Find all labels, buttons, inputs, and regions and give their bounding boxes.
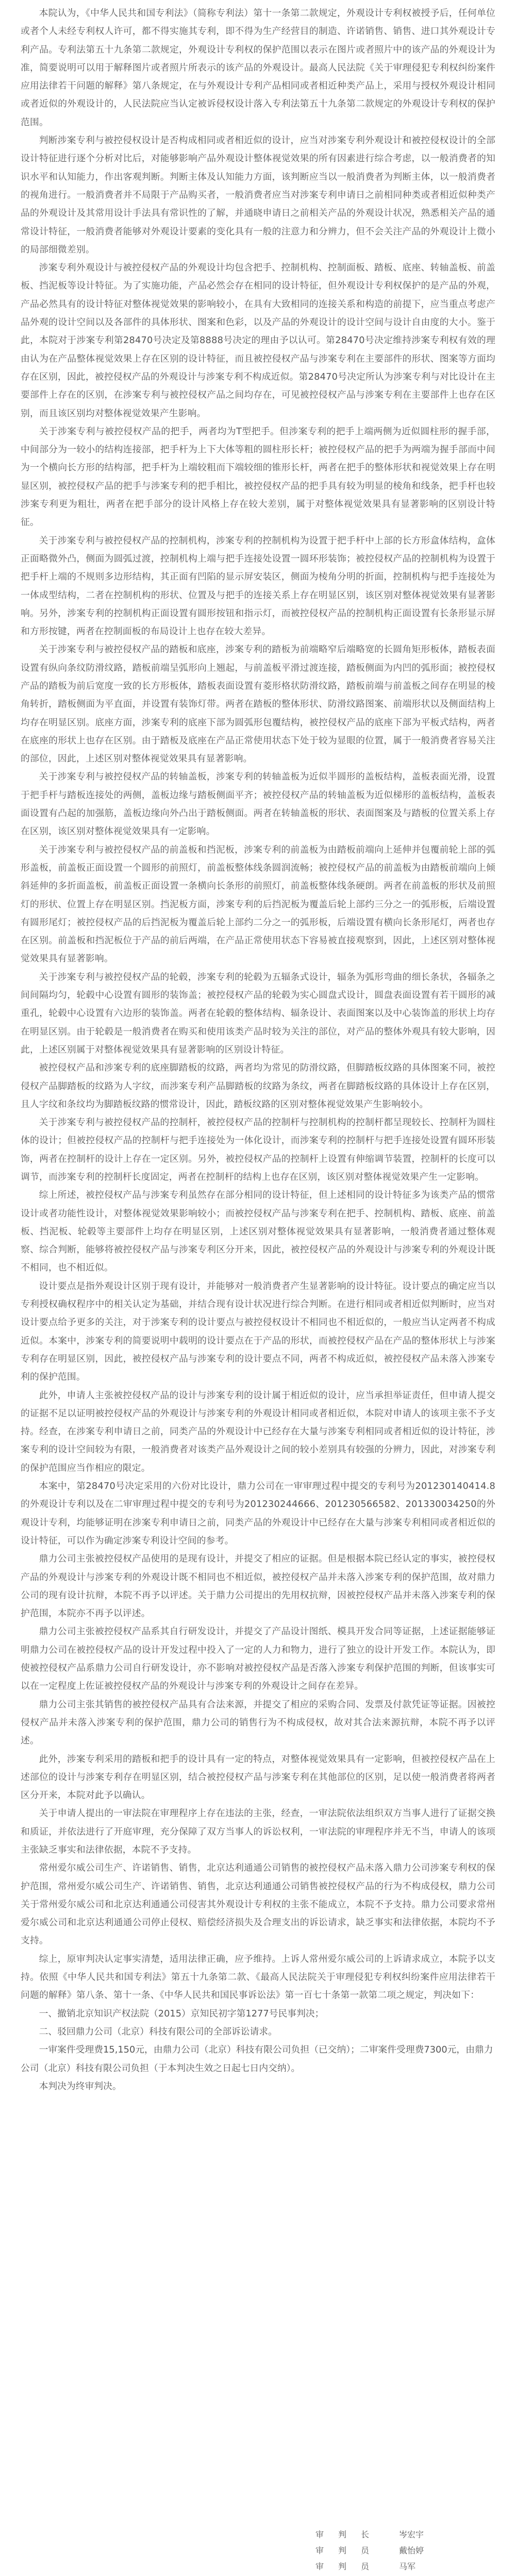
signature-block xyxy=(0,2528,516,2576)
paragraph: 关于涉案专利与被控侵权产品的前盖板和挡泥板，涉案专利的前盖板为由踏板前端向上延伸并包覆前轮上部的弧形盖板，前盖板正面设置一个圆形的前照灯，前盖板整体线条圆润流畅；被控侵权产品的前盖板为由踏板前端向上倾斜延伸的多折面盖板，前盖板正面设置一条横向长条形的前照灯，前盖板整体线条硬朗。两者在前盖板的形状及前照灯的形状、位置上存在明显区别。挡泥板方面，涉案专利的后挡泥板为覆盖后轮上部约三分之一的弧形板，后端设置有圆形尾灯；被控侵权产品的后挡泥板为覆盖后轮上部约二分之一的弧形板，后端设置有横向长条形尾灯，两者也存在区别。前盖板和挡泥板位于产品的前后两端，在产品正常使用状态下容易被直接观察到，因此，上述区别对整体视觉效果具有显著影响。 xyxy=(21,844,495,964)
signature-name: 戴怡婷 xyxy=(399,2546,424,2555)
signature-row-judge-1 xyxy=(315,2544,486,2558)
paragraph: 关于涉案专利与被控侵权产品的转轴盖板，涉案专利的转轴盖板为近似半圆形的盖板结构，盖板表面光滑，设置于把手杆与踏板连接处的两侧，盖板边缘与踏板侧面平齐；被控侵权产品的转轴盖板为近似梯形的盖板结构，盖板表面设置有凸起的加强筋，盖板边缘向外凸出于踏板侧面。两者在转轴盖板的形状、表面图案及与踏板的位置关系上存在区别，该区别对整体视觉效果具有一定影响。 xyxy=(21,771,495,837)
paragraph: 关于涉案专利与被控侵权产品的控制机构，涉案专利的控制机构为设置于把手杆中上部的长方形盒体结构，盒体正面略微外凸，侧面为圆弧过渡，控制机构上端与把手连接处设置一圆环形装饰；被控侵权产品的控制机构为设置于把手杆上端的不规则多边形结构，其正面有凹陷的显示屏安装区，侧面为棱角分明的折面，控制机构与把手连接处为一体成型结构，二者在控制机构的形状、位置及与把手的连接关系上存在明显区别，该区别对整体视觉效果有显著影响。另外，涉案专利的控制机构正面设置有圆形按钮和指示灯，而被控侵权产品的控制机构正面设置有长条形显示屏和方形按键，两者在控制面板的布局设计上也存在较大差异。 xyxy=(21,535,495,637)
signature-name: 岑宏宇 xyxy=(399,2530,424,2539)
judgment-item: 一审案件受理费15,150元，由鼎力公司（北京）科技有限公司负担（已交纳）；二审案件受理费7300元，由鼎力公司（北京）科技有限公司负担（于本判决生效之日起七日内交纳）。 xyxy=(21,2044,493,2074)
judgment-item: 一、撤销北京知识产权法院（2015）京知民初字第1277号民事判决； xyxy=(39,2008,324,2019)
paragraph: 此外，涉案专利采用的踏板和把手的设计具有一定的特点，对整体视觉效果具有一定影响，但被控侵权产品在上述部位的设计与涉案专利存在明显区别，结合被控侵权产品与涉案专利在其他部位的区别，足以使一般消费者将两者区分开来，本院对此予以确认。 xyxy=(21,1753,495,1801)
paragraph: 关于涉案专利与被控侵权产品的把手，两者均为T型把手。但涉案专利的把手上端两侧为近似圆柱形的握手部，中间部分为一较小的结构连接部，把手杆为上下大体等粗的圆柱形长杆；被控侵权产品的把手为两端为握手部而中间为一个横向长方形的结构部，把手杆为上端较粗而下端较细的锥形长杆，两者在把手的整体形状和视觉效果上存在明显区别，被控侵权产品的把手与涉案专利的把手相比，被控侵权产品的把手具有较为明显的棱角和线条，把手杆也较涉案专利更为粗壮，两者在把手部分的设计风格上存在较大差别，属于对整体视觉效果具有显著影响的区别设计特征。 xyxy=(21,426,495,528)
paragraph: 本院认为，《中华人民共和国专利法》（简称专利法）第十一条第二款规定，外观设计专利权被授予后，任何单位或者个人未经专利权人许可，都不得实施其专利，即不得为生产经营目的制造、许诺销售、销售、进口其外观设计专利产品。专利法第五十九条第二款规定，外观设计专利权的保护范围以表示在图片或者照片中的该产品的外观设计为准，简要说明可以用于解释图片或者照片所表示的该产品的外观设计。最高人民法院《关于审理侵犯专利权纠纷案件应用法律若干问题的解释》第八条规定，在与外观设计专利产品相同或者相近种类产品上，采用与授权外观设计相同或者近似的外观设计的，人民法院应当认定被诉侵权设计落入专利法第五十九条第二款规定的外观设计专利权的保护范围。 xyxy=(21,8,495,128)
judgment-item: 二、驳回鼎力公司（北京）科技有限公司的全部诉讼请求。 xyxy=(39,2026,277,2037)
paragraph: 此外，申请人主张被控侵权产品的设计与涉案专利的设计属于相近似的设计，应当承担举证责任，但申请人提交的证据不足以证明被控侵权产品的外观设计与涉案专利的外观设计相同或者相近似，本院对申请人的该项主张不予支持。经查，在涉案专利申请日之前，同类产品的外观设计中已经存在大量与涉案专利相同或者相近似的设计特征，涉案专利的设计空间较为有限，一般消费者对该类产品外观设计之间的较小差别具有较强的分辨力，因此，对涉案专利的保护范围应当作相应的限定。 xyxy=(21,1389,495,1473)
signature-name: 马军 xyxy=(399,2562,416,2571)
paragraph: 常州爱尔威公司生产、许诺销售、销售，北京达利通通公司销售的被控侵权产品未落入鼎力公司涉案专利权的保护范围，常州爱尔威公司生产、许诺销售、销售，北京达利通通公司销售被控侵权产品的行为不构成侵权，鼎力公司关于常州爱尔威公司和北京达利通通公司侵害其外观设计专利权的主张不能成立，本院不予支持。鼎力公司要求常州爱尔威公司和北京达利通通公司停止侵权、赔偿经济损失及合理支出的诉讼请求，缺乏事实和法律依据，本院均不予支持。 xyxy=(21,1862,495,1946)
signature-row-presiding-judge xyxy=(315,2528,486,2542)
document-body xyxy=(21,4,495,2005)
paragraph: 鼎力公司主张其销售的被控侵权产品具有合法来源，并提交了相应的采购合同、发票及付款凭证等证据。因被控侵权产品并未落入涉案专利的保护范围，鼎力公司的销售行为不构成侵权，故对其合法来源抗辩，本院不再予以评述。 xyxy=(21,1699,495,1747)
paragraph: 被控侵权产品和涉案专利的底座脚踏板的纹路，两者均为常见的防滑纹路，但脚踏板纹路的具体图案不同，被控侵权产品脚踏板的纹路为人字纹，而涉案专利产品脚踏板的纹路为条纹，两者在脚踏板纹路的具体设计上存在区别，且人字纹和条纹均为脚踏板纹路的惯常设计，因此，踏板纹路的区别对整体视觉效果产生影响较小。 xyxy=(21,1062,495,1110)
signature-role: 审判员 xyxy=(315,2546,384,2555)
judgment-item: 本判决为终审判决。 xyxy=(39,2080,122,2092)
paragraph: 判断涉案专利与被控侵权设计是否构成相同或者相近似的设计，应当对涉案专利外观设计和被控侵权设计的全部设计特征进行逐个分析对比后，对能够影响产品外观设计整体视觉效果的所有因素进行综合考虑，以一般消费者的知识水平和认知能力，作出客观判断。判断主体及认知能力方面，该判断应当以一般消费者为判断主体，以一般消费者的视角进行。一般消费者并不局限于产品购买者，一般消费者应当对涉案专利申请日之前相同种类或者相近似种类产品的外观设计及其常用设计手法具有常识性的了解，并通晓申请日之前相关产品的外观设计状况，熟悉相关产品的通常设计特征，一般消费者能够对外观设计要素的变化具有一般的注意力和分辨力，但不会关注产品的外观设计上微小的局部细微差别。 xyxy=(21,135,495,255)
judgment-list xyxy=(21,2005,495,2095)
paragraph: 关于申请人提出的一审法院在审理程序上存在违法的主张，经查，一审法院依法组织双方当事人进行了证据交换和质证，并依法进行了开庭审理，充分保障了双方当事人的诉讼权利，一审法院的审理程序并无不当，申请人的该项主张缺乏事实和法律依据，本院不予支持。 xyxy=(21,1808,495,1855)
paragraph: 关于涉案专利与被控侵权产品的轮毂，涉案专利的轮毂为五辐条式设计，辐条为弧形弯曲的细长条状，各辐条之间间隔均匀，轮毂中心设置有圆形的装饰盖；被控侵权产品的轮毂为实心圆盘式设计，圆盘表面设置有若干圆形的减重孔，轮毂中心设置有六边形的装饰盖。两者在轮毂的整体结构、辐条设计、表面图案以及中心装饰盖的形状上均存在明显区别。由于轮毂是一般消费者在购买和使用该类产品时较为关注的部位，对产品的整体外观具有较大影响，因此，上述区别属于对整体视觉效果具有显著影响的区别设计特征。 xyxy=(21,971,495,1055)
paragraph: 综上所述，被控侵权产品与涉案专利虽然存在部分相同的设计特征，但上述相同的设计特征多为该类产品的惯常设计或者功能性设计，对整体视觉效果影响较小；而被控侵权产品与涉案专利在把手、控制机构、踏板、底座、前盖板、挡泥板、轮毂等主要部件上均存在明显区别，上述区别对整体视觉效果具有显著影响，一般消费者通过整体观察、综合判断，能够将被控侵权产品与涉案专利区分开来，因此，被控侵权产品的外观设计与涉案专利的外观设计既不相同，也不相近似。 xyxy=(21,1190,495,1274)
paragraph: 本案中，第28470号决定采用的六份对比设计，鼎力公司在一审审理过程中提交的专利号为201230140414.8的外观设计专利以及在二审审理过程中提交的专利号为201230244666、201230566582、201330034250的外观设计专利，均能够证明在涉案专利申请日之前，同类产品的外观设计中已经存在大量与涉案专利相同或者相近似的设计特征，可以作为确定涉案专利设计空间的参考。 xyxy=(21,1481,495,1546)
signature-role: 审判长 xyxy=(315,2530,384,2539)
paragraph: 关于涉案专利与被控侵权产品的控制杆，被控侵权产品的控制杆与控制机构的控制杆都呈现较长、控制杆为圆柱体的设计；但被控侵权产品的控制杆与把手连接处为一体化设计，而涉案专利的控制杆与把手连接处设置有圆环形装饰，两者在控制杆的设计上存在一定区别。另外，被控侵权产品的控制杆上设置有伸缩调节装置，控制杆的长度可以调节，而涉案专利的控制杆长度固定，两者在控制杆的结构上也存在区别，该区别对整体视觉效果产生一定影响。 xyxy=(21,1117,495,1182)
paragraph: 鼎力公司主张被控侵权产品系其自行研发设计，并提交了产品设计图纸、模具开发合同等证据，上述证据能够证明鼎力公司在被控侵权产品的设计开发过程中投入了一定的人力和物力，进行了独立的设计开发工作。本院认为，即使被控侵权产品系鼎力公司自行研发设计，亦不影响对被控侵权产品是否落入涉案专利保护范围的判断，但该事实可以在一定程度上佐证被控侵权产品的外观设计与涉案专利的外观设计之间存在差异。 xyxy=(21,1626,495,1692)
signature-row-judge-2 xyxy=(315,2560,486,2574)
paragraph: 鼎力公司主张被控侵权产品使用的是现有设计，并提交了相应的证据。但是根据本院已经认定的事实，被控侵权产品的外观设计与涉案专利的外观设计既不相同也不相近似，被控侵权产品并未落入涉案专利的保护范围，故对鼎力公司的现有设计抗辩，本院不再予以评述。关于鼎力公司提出的先用权抗辩，因被控侵权产品并未落入涉案专利的保护范围，本院亦不再予以评述。 xyxy=(21,1553,495,1619)
signature-role: 审判员 xyxy=(315,2562,384,2571)
paragraph: 关于涉案专利与被控侵权产品的踏板和底座，涉案专利的踏板为前端略窄后端略宽的长圆角矩形板体，踏板表面设置有纵向条纹防滑纹路，踏板前端呈弧形向上翘起，与前盖板平滑过渡连接，踏板侧面为内凹的弧形面；被控侵权产品的踏板为前后宽度一致的长方形板体，踏板表面设置有菱形格状防滑纹路，踏板前端与前盖板之间存在明显的棱角转折，踏板侧面为平直面，并设置有装饰灯带。两者在踏板的整体形状、防滑纹路图案、前端形状以及侧面结构上均存在明显区别。底座方面，涉案专利的底座下部为圆弧形包覆结构，被控侵权产品的底座下部为平板式结构，两者在底座的形状上也存在区别。由于踏板及底座在产品正常使用状态下处于较为显眼的位置，属于一般消费者容易关注的部位，因此，上述区别对整体视觉效果具有显著影响。 xyxy=(21,644,495,765)
paragraph: 综上，原审判决认定事实清楚，适用法律正确，应予维持。上诉人常州爱尔威公司的上诉请求成立，本院予以支持。依照《中华人民共和国专利法》第五十九条第二款、《最高人民法院关于审理侵犯专利权纠纷案件应用法律若干问题的解释》第八条、第十一条、《中华人民共和国民事诉讼法》第一百七十条第一款第二项之规定，判决如下： xyxy=(21,1953,495,2001)
paragraph: 涉案专利外观设计与被控侵权产品的外观设计均包含把手、控制机构、控制面板、踏板、底座、转轴盖板、前盖板、挡泥板等设计特征。为了实施功能，产品必然会存在相同的设计特征，但外观设计专利权保护的是产品的外观，产品必然具有的设计特征对整体视觉效果的影响较小，在具有大致相同的连接关系和构造的前提下，应当重点考虑产品外观的设计空间以及各部件的具体形状、图案和色彩，以及产品的外观设计的设计空间与设计自由度的大小。鉴于此，本院对于涉案专利第28470号决定及第8888号决定的理由予以认可。第28470号决定维持涉案专利权有效的理由认为在产品整体视觉效果上存在区别的设计特征，而且被控侵权产品与涉案专利在主要部件的形状、图案等方面均存在区别，因此，被控侵权产品的外观设计与涉案专利不构成近似。第28470号决定所认为涉案专利与对比设计在主要部件上存在的区别，在涉案专利与被控侵权产品之间均存在，可见被控侵权产品与涉案专利在主要部件上也存在区别，而且该区别均对整体视觉效果产生影响。 xyxy=(21,262,495,419)
paragraph: 设计要点是指外观设计区别于现有设计，并能够对一般消费者产生显著影响的设计特征。设计要点的确定应当以专利授权确权程序中的相关认定为基础，并结合现有设计状况进行综合判断。在进行相同或者相近似判断时，应当对设计要点给予更多的关注，对于涉案专利的设计要点与被控侵权设计不相同也不相近似的，一般应当认定两者不构成近似。本案中，涉案专利的简要说明中载明的设计要点在于产品的形状，而被控侵权产品在产品的整体形状上与涉案专利存在明显区别，因此，被控侵权产品与涉案专利的设计要点不同，两者不构成近似，被控侵权产品未落入涉案专利的保护范围。 xyxy=(21,1280,495,1383)
